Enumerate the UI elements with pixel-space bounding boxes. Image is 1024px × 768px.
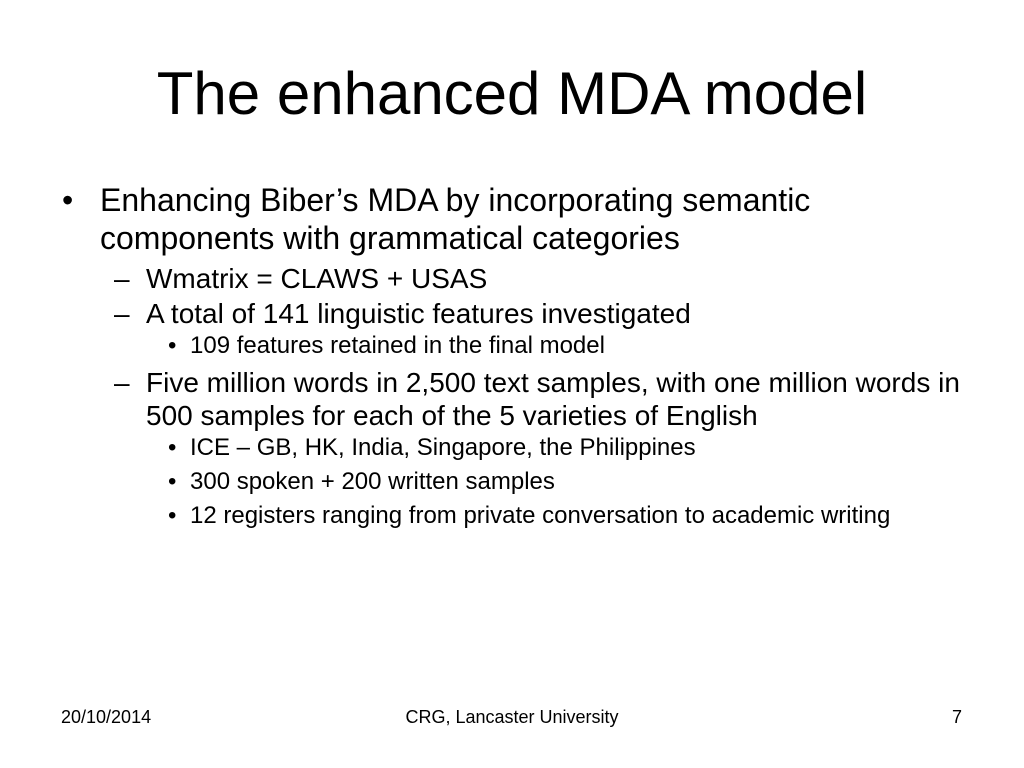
- bullet-marker: •: [168, 502, 177, 529]
- footer-date: 20/10/2014: [61, 707, 152, 727]
- slide-title: The enhanced MDA model: [156, 60, 868, 127]
- sub-sub-bullet-samples: [166, 468, 962, 495]
- sub-sub-bullet-features-retained: [166, 332, 962, 359]
- bullet-marker: •: [168, 434, 177, 461]
- bullet-marker: •: [62, 182, 74, 218]
- sub-sub-bullet-registers: [166, 502, 962, 529]
- bullet-marker: •: [168, 332, 177, 359]
- sub-bullet-text: A total of 141 linguistic features investigated: [146, 298, 691, 329]
- sub-sub-bullet-text: 109 features retained in the final model: [190, 332, 605, 359]
- sub-bullet-corpus-size: [114, 366, 962, 432]
- sub-bullet-text: Five million words in 2,500 text samples, with one million words in 500 samples for each of the 5 varieties of English: [146, 367, 960, 431]
- sub-bullet-features-total: [114, 297, 962, 330]
- slide-number: 7: [951, 707, 962, 727]
- sub-bullet-wmatrix: [114, 262, 962, 295]
- sub-sub-bullet-text: 300 spoken + 200 written samples: [190, 468, 555, 495]
- slide-body: [62, 181, 962, 536]
- dash-marker: –: [114, 263, 130, 294]
- bullet-main: [62, 181, 962, 257]
- sub-sub-bullet-text: 12 registers ranging from private conversation to academic writing: [190, 502, 891, 529]
- footer-organization: CRG, Lancaster University: [405, 707, 619, 727]
- bullet-marker: •: [168, 468, 177, 495]
- sub-sub-bullet-text: ICE – GB, HK, India, Singapore, the Philippines: [190, 434, 696, 461]
- sub-sub-bullet-ice: [166, 434, 962, 461]
- bullet-text: Enhancing Biber’s MDA by incorporating semantic components with grammatical categories: [100, 182, 811, 256]
- sub-bullet-text: Wmatrix = CLAWS + USAS: [146, 263, 488, 294]
- dash-marker: –: [114, 298, 130, 329]
- dash-marker: –: [114, 367, 130, 398]
